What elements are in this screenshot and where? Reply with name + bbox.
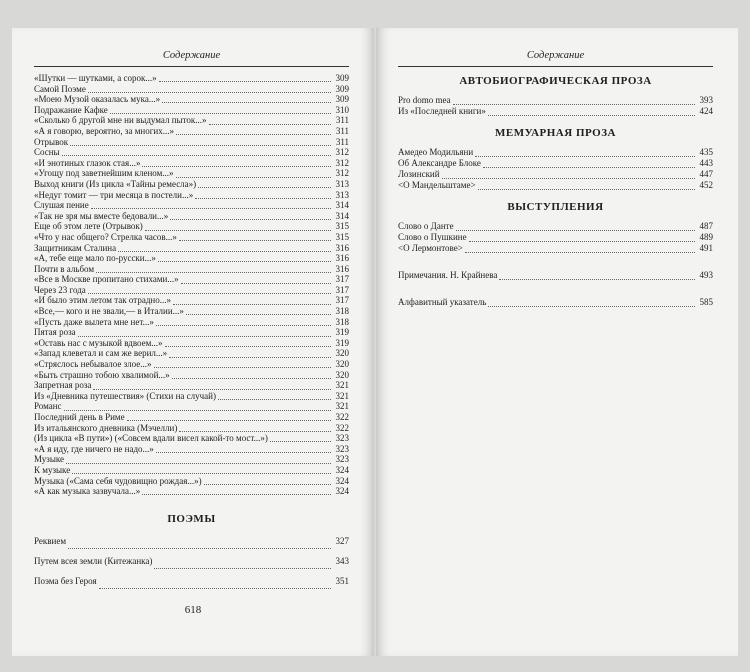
entry-title: <О Лермонтове> — [398, 243, 463, 253]
entry-page-number: 393 — [699, 95, 713, 105]
entry-title: Пятая роза — [34, 327, 76, 338]
entry-page-number: 314 — [335, 210, 349, 221]
entry-title: «А я иду, где ничего не надо...» — [34, 443, 154, 454]
toc-entry — [34, 147, 349, 158]
toc-entry — [34, 359, 349, 370]
entry-page-number: 452 — [699, 180, 713, 190]
toc-entry — [398, 95, 713, 106]
entry-page-number: 313 — [335, 189, 349, 200]
entry-title: Pro domo mea — [398, 95, 451, 105]
entry-title: Музыке — [34, 454, 65, 465]
entry-page-number: 312 — [335, 157, 349, 168]
entry-page-number: 435 — [699, 147, 713, 157]
dot-leader — [70, 138, 331, 146]
toc-entry — [34, 158, 349, 169]
entry-page-number: 311 — [335, 136, 349, 147]
toc-entry — [398, 270, 713, 281]
entry-page-number: 314 — [335, 200, 349, 211]
poems-list — [34, 535, 349, 595]
entry-title: Запретная роза — [34, 380, 92, 391]
dot-leader — [469, 234, 695, 242]
toc-entry — [34, 401, 349, 412]
entry-title: Через 23 года — [34, 284, 86, 295]
entry-title: К музыке — [34, 464, 71, 475]
toc-entry — [34, 295, 349, 306]
entry-title: Музыка («Сама себя чудовищно рождая...») — [34, 475, 202, 486]
entry-title: «Быть страшно тобою хвалимой...» — [34, 369, 170, 380]
entry-title: «Шутки — шутками, а сорок...» — [34, 73, 157, 83]
toc-entry — [34, 73, 349, 84]
entry-title: «Угощу под заветнейшим кленом...» — [34, 168, 174, 179]
entry-title: Алфавитный указатель — [398, 297, 487, 307]
dot-leader — [158, 254, 331, 262]
entry-page-number: 313 — [335, 178, 349, 189]
entry-page-number: 324 — [335, 464, 349, 475]
entry-title: «Пусть даже вылета мне нет...» — [34, 316, 154, 327]
entry-title: «Недуг томит — три месяца в постели...» — [34, 189, 194, 200]
entry-page-number: 320 — [335, 359, 349, 370]
entry-page-number: 493 — [699, 270, 713, 280]
dot-leader — [198, 180, 331, 188]
dot-leader — [204, 477, 331, 485]
dot-leader — [96, 265, 331, 273]
entry-title: Почти в альбом — [34, 263, 95, 274]
toc-entry — [34, 412, 349, 423]
entry-page-number: 324 — [335, 486, 349, 497]
entry-title: Подражание Кафке — [34, 104, 108, 115]
dot-leader — [181, 276, 331, 284]
entry-page-number: 491 — [699, 243, 713, 253]
running-head: Содержание — [34, 50, 349, 67]
dot-leader — [465, 245, 695, 253]
entry-page-number: 323 — [335, 433, 349, 444]
toc-entry — [34, 211, 349, 222]
dot-leader — [170, 212, 331, 220]
entry-page-number: 327 — [335, 535, 349, 546]
entry-title: «Оставь нас с музыкой вдвоем...» — [34, 337, 163, 348]
entry-title: Лозинский — [398, 169, 440, 179]
entry-page-number: 351 — [335, 575, 349, 586]
entry-title: Амедео Модильяни — [398, 147, 474, 157]
entry-page-number: 323 — [335, 454, 349, 465]
dot-leader — [78, 329, 331, 337]
entry-title: «Все,— кого и не звали,— в Италии...» — [34, 306, 184, 317]
entry-page-number: 487 — [699, 221, 713, 231]
toc-entry — [34, 317, 349, 328]
left-page — [12, 28, 374, 656]
dot-leader — [156, 445, 331, 453]
entry-title: Последний день в Риме — [34, 412, 125, 422]
toc-entry — [398, 169, 713, 180]
toc-list — [34, 73, 349, 497]
dot-leader — [154, 561, 331, 569]
spacer — [398, 254, 713, 270]
dot-leader — [186, 307, 331, 315]
entry-title: Из итальянского дневника (Мэчелли) — [34, 422, 178, 433]
toc-entry — [34, 338, 349, 349]
entry-title: «А, тебе еще мало по-русски...» — [34, 253, 156, 264]
toc-entry — [34, 137, 349, 148]
left-column — [34, 50, 349, 595]
entry-title: Поэма без Героя — [34, 575, 97, 586]
entry-page-number: 309 — [335, 73, 349, 83]
entry-page-number: 310 — [335, 104, 349, 115]
entry-page-number: 321 — [335, 380, 349, 391]
entry-page-number: 317 — [335, 274, 349, 285]
dot-leader — [88, 286, 331, 294]
toc-entry — [34, 253, 349, 264]
toc-entry — [34, 433, 349, 444]
entry-title: Защитникам Сталина — [34, 242, 117, 253]
toc-entry — [34, 370, 349, 381]
toc-entry — [34, 555, 349, 575]
entry-page-number: 489 — [699, 232, 713, 242]
entry-title: «Все в Москве пропитано стихами...» — [34, 274, 179, 285]
toc-entry — [398, 158, 713, 169]
dot-leader — [145, 223, 331, 231]
dot-leader — [475, 149, 695, 157]
entry-title: Отрывок — [34, 136, 69, 147]
toc-entry — [34, 348, 349, 359]
dot-leader — [127, 413, 331, 421]
toc-entry — [34, 168, 349, 179]
toc-entry — [34, 126, 349, 137]
entry-page-number: 318 — [335, 316, 349, 327]
entry-title: «Сколько б другой мне ни выдумал пыток...» — [34, 115, 207, 126]
dot-leader — [99, 581, 331, 589]
entry-title: «А я говорю, вероятно, за многих...» — [34, 125, 174, 136]
dot-leader — [66, 456, 331, 464]
entry-page-number: 316 — [335, 242, 349, 253]
entry-page-number: 320 — [335, 348, 349, 359]
spacer — [398, 281, 713, 297]
entry-title: «Запад клеветал и сам же верил...» — [34, 348, 168, 359]
entry-title: Выход книги (Из цикла «Тайны ремесла») — [34, 178, 197, 189]
entry-page-number: 320 — [335, 369, 349, 380]
entry-page-number: 317 — [335, 284, 349, 295]
entry-page-number: 424 — [699, 106, 713, 116]
entry-page-number: 317 — [335, 295, 349, 306]
entry-page-number: 315 — [335, 231, 349, 242]
toc-entry — [34, 243, 349, 254]
dot-leader — [442, 171, 695, 179]
entry-title: «Стряслось небывалое злое...» — [34, 359, 152, 370]
toc-entry — [34, 306, 349, 317]
toc-entry — [398, 180, 713, 191]
entry-title: Слово о Пушкине — [398, 232, 467, 242]
dot-leader — [159, 74, 331, 82]
entry-title: Самой Поэме — [34, 83, 86, 94]
dot-leader — [173, 297, 331, 305]
entry-page-number: 316 — [335, 263, 349, 274]
section-heading: ВЫСТУПЛЕНИЯ — [507, 201, 604, 213]
entry-page-number: 322 — [335, 422, 349, 433]
toc-entry — [34, 486, 349, 497]
entry-title: «Так не зря мы вместе бедовали...» — [34, 210, 169, 221]
dot-leader — [62, 148, 331, 156]
dot-leader — [456, 223, 695, 231]
running-head: Содержание — [398, 50, 713, 67]
entry-title: «А как музыка зазвучала...» — [34, 486, 141, 497]
dot-leader — [169, 350, 331, 358]
entry-page-number: 321 — [335, 390, 349, 401]
toc-entry — [34, 454, 349, 465]
entry-title: «Моею Музой оказалась мука...» — [34, 94, 161, 105]
toc-entry — [34, 115, 349, 126]
dot-leader — [478, 182, 695, 190]
entry-title: «И энотиных глазок стая...» — [34, 157, 141, 168]
toc-entry — [34, 264, 349, 275]
entry-title: Слушая пение — [34, 200, 89, 211]
toc-entry — [34, 327, 349, 338]
entry-page-number: 311 — [335, 115, 349, 126]
entry-title: Сосны — [34, 147, 60, 158]
entry-page-number: 321 — [335, 401, 349, 412]
dot-leader — [176, 170, 331, 178]
toc-entry — [34, 232, 349, 243]
entry-title: Слово о Данте — [398, 221, 454, 231]
toc-entry — [34, 190, 349, 201]
entry-page-number: 319 — [335, 337, 349, 348]
entry-page-number: 311 — [335, 125, 349, 136]
entry-title: <О Мандельштаме> — [398, 180, 476, 190]
toc-entry — [34, 575, 349, 595]
toc-entry — [34, 94, 349, 105]
toc-entry — [34, 105, 349, 116]
dot-leader — [179, 233, 331, 241]
dot-leader — [488, 299, 695, 307]
dot-leader — [93, 382, 331, 390]
entry-page-number: 312 — [335, 147, 349, 158]
toc-entry — [34, 179, 349, 190]
dot-leader — [88, 85, 331, 93]
dot-leader — [483, 160, 695, 168]
dot-leader — [72, 466, 331, 474]
toc-entry — [398, 297, 713, 308]
entry-title: «Что у нас общего? Стрелка часов...» — [34, 231, 177, 242]
entry-title: Об Александре Блоке — [398, 158, 481, 168]
dot-leader — [68, 541, 331, 549]
toc-entry — [34, 391, 349, 402]
toc-entry — [34, 465, 349, 476]
entry-page-number: 318 — [335, 306, 349, 317]
toc-entry — [34, 444, 349, 455]
toc-entry — [34, 285, 349, 296]
toc-entry — [398, 106, 713, 117]
entry-page-number: 323 — [335, 443, 349, 454]
section-heading: АВТОБИОГРАФИЧЕСКАЯ ПРОЗА — [459, 75, 652, 87]
entry-page-number: 443 — [699, 158, 713, 168]
entry-title: Реквием — [34, 535, 67, 546]
dot-leader — [154, 360, 331, 368]
dot-leader — [118, 244, 331, 252]
entry-title: «И было этим летом так отрадно...» — [34, 295, 171, 306]
entry-page-number: 312 — [335, 168, 349, 179]
entry-title: Еще об этом лете (Отрывок) — [34, 221, 143, 232]
entry-page-number: 316 — [335, 253, 349, 264]
toc-entry — [34, 84, 349, 95]
dot-leader — [209, 117, 331, 125]
dot-leader — [218, 392, 331, 400]
entry-page-number: 585 — [699, 297, 713, 307]
dot-leader — [195, 191, 331, 199]
entry-title: Путем всея земли (Китежанка) — [34, 555, 153, 566]
toc-entry — [398, 243, 713, 254]
dot-leader — [156, 318, 331, 326]
dot-leader — [488, 108, 695, 116]
toc-entry — [398, 221, 713, 232]
right-column — [398, 50, 713, 308]
dot-leader — [499, 272, 695, 280]
toc-entry — [34, 535, 349, 555]
toc-entry — [34, 423, 349, 434]
dot-leader — [176, 127, 331, 135]
entry-title: Из «Дневника путешествия» (Стихи на случай) — [34, 390, 216, 401]
dot-leader — [162, 95, 331, 103]
dot-leader — [142, 487, 331, 495]
entry-page-number: 309 — [335, 83, 349, 94]
entry-title: Романс — [34, 401, 62, 412]
entry-page-number: 315 — [335, 221, 349, 232]
dot-leader — [142, 159, 331, 167]
toc-entry — [398, 232, 713, 243]
entry-page-number: 324 — [335, 475, 349, 486]
right-page — [376, 28, 738, 656]
dot-leader — [172, 371, 331, 379]
entry-title: Примечания. Н. Крайнева — [398, 270, 498, 280]
dot-leader — [270, 434, 331, 442]
dot-leader — [179, 424, 331, 432]
dot-leader — [64, 403, 331, 411]
dot-leader — [110, 106, 331, 114]
section-heading: МЕМУАРНАЯ ПРОЗА — [495, 127, 616, 139]
dot-leader — [453, 97, 696, 105]
entry-title: Из «Последней книги» — [398, 106, 486, 116]
toc-entry — [34, 476, 349, 487]
toc-entry — [34, 221, 349, 232]
entry-page-number: 319 — [335, 327, 349, 338]
entry-page-number: 309 — [335, 94, 349, 105]
toc-entry — [398, 147, 713, 158]
entry-page-number: 447 — [699, 169, 713, 179]
toc-entry — [34, 200, 349, 211]
entry-page-number: 343 — [335, 555, 349, 566]
dot-leader — [91, 201, 331, 209]
dot-leader — [165, 339, 331, 347]
section-heading-poems: ПОЭМЫ — [167, 512, 216, 525]
entry-page-number: 322 — [335, 412, 349, 422]
page-number: 618 — [184, 604, 202, 616]
toc-entry — [34, 274, 349, 285]
entry-title: (Из цикла «В пути») («Совсем вдали висел какой-то мост...») — [34, 433, 268, 444]
toc-entry — [34, 380, 349, 391]
